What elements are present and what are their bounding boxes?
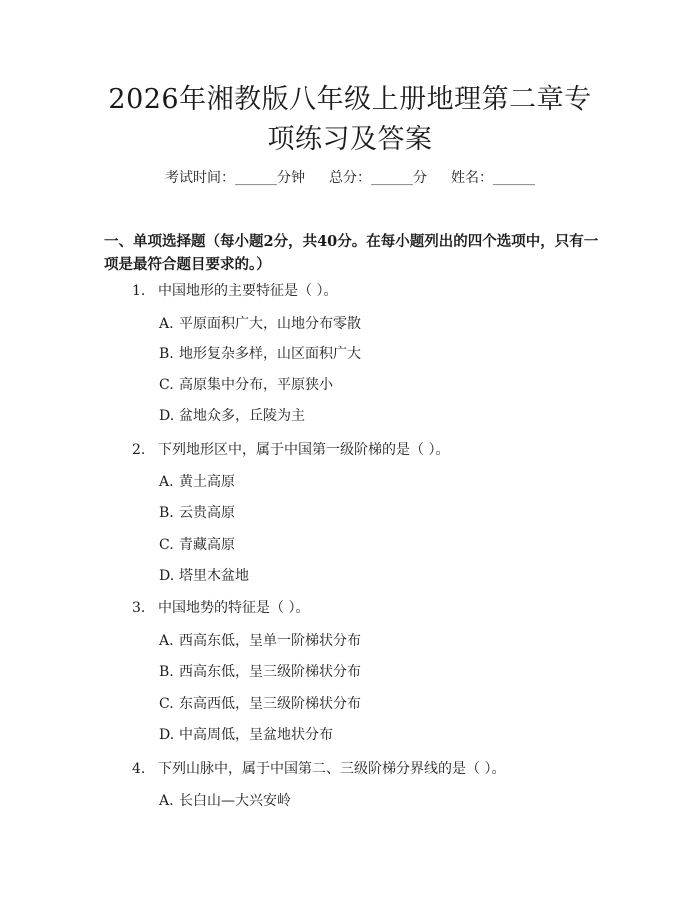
option-letter: D.	[159, 568, 175, 584]
exam-meta-line	[0, 168, 700, 188]
option-letter: B.	[159, 505, 174, 521]
option-text: 青藏高原	[179, 537, 235, 553]
question-1-option-b	[159, 344, 599, 364]
question-2-option-a	[159, 472, 599, 492]
question-1-option-d	[159, 406, 599, 426]
question-number: 2.	[132, 442, 146, 458]
option-text: 云贵高原	[179, 505, 235, 521]
question-2-option-d	[159, 566, 599, 586]
question-1-option-c	[159, 375, 599, 395]
option-letter: A.	[159, 316, 174, 332]
question-text: 下列地形区中，属于中国第一级阶梯的是（ ）。	[158, 442, 450, 458]
option-letter: A.	[159, 633, 174, 649]
option-letter: B.	[159, 664, 174, 680]
document-title: 2026年湘教版八年级上册地理第二章专项练习及答案	[108, 84, 592, 155]
question-3-option-b	[159, 662, 599, 682]
option-letter: C.	[159, 377, 174, 393]
option-text: 长白山—大兴安岭	[179, 793, 291, 809]
question-3-option-a	[159, 631, 599, 651]
option-text: 盆地众多，丘陵为主	[179, 408, 305, 424]
option-letter: A.	[159, 474, 174, 490]
question-number: 4.	[132, 761, 146, 777]
question-1-option-a	[159, 314, 599, 334]
option-letter: C.	[159, 696, 174, 712]
question-3-option-c	[159, 694, 599, 714]
question-4	[132, 759, 602, 779]
question-text: 下列山脉中，属于中国第二、三级阶梯分界线的是（ ）。	[158, 761, 506, 777]
option-text: 高原集中分布，平原狭小	[179, 377, 333, 393]
option-text: 塔里木盆地	[179, 568, 249, 584]
question-2-option-b	[159, 503, 599, 523]
question-3-option-d	[159, 725, 599, 745]
option-letter: C.	[159, 537, 174, 553]
option-text: 东高西低，呈三级阶梯状分布	[179, 696, 361, 712]
option-text: 地形复杂多样，山区面积广大	[179, 346, 361, 362]
student-name-label: 姓名：______	[451, 170, 535, 186]
question-3	[132, 598, 602, 618]
question-1	[132, 281, 602, 301]
option-text: 西高东低，呈单一阶梯状分布	[179, 633, 361, 649]
question-text: 中国地形的主要特征是（ ）。	[158, 283, 338, 299]
option-text: 平原面积广大，山地分布零散	[179, 316, 361, 332]
question-number: 3.	[132, 600, 146, 616]
option-text: 西高东低，呈三级阶梯状分布	[179, 664, 361, 680]
question-number: 1.	[132, 283, 146, 299]
option-letter: B.	[159, 346, 174, 362]
question-4-option-a	[159, 791, 599, 811]
option-text: 中高周低，呈盆地状分布	[179, 727, 333, 743]
question-2-option-c	[159, 535, 599, 555]
option-text: 黄土高原	[179, 474, 235, 490]
total-score-label: 总分：______分	[329, 170, 427, 186]
option-letter: A.	[159, 793, 174, 809]
question-text: 中国地势的特征是（ ）。	[158, 600, 310, 616]
option-letter: D.	[159, 727, 175, 743]
section-heading: 一、单项选择题（每小题2分，共40分。在每小题列出的四个选项中，只有一项是最符合题目要求的。）	[104, 233, 599, 273]
option-letter: D.	[159, 408, 175, 424]
question-2	[132, 440, 602, 460]
exam-time-label: 考试时间：______分钟	[165, 170, 305, 186]
